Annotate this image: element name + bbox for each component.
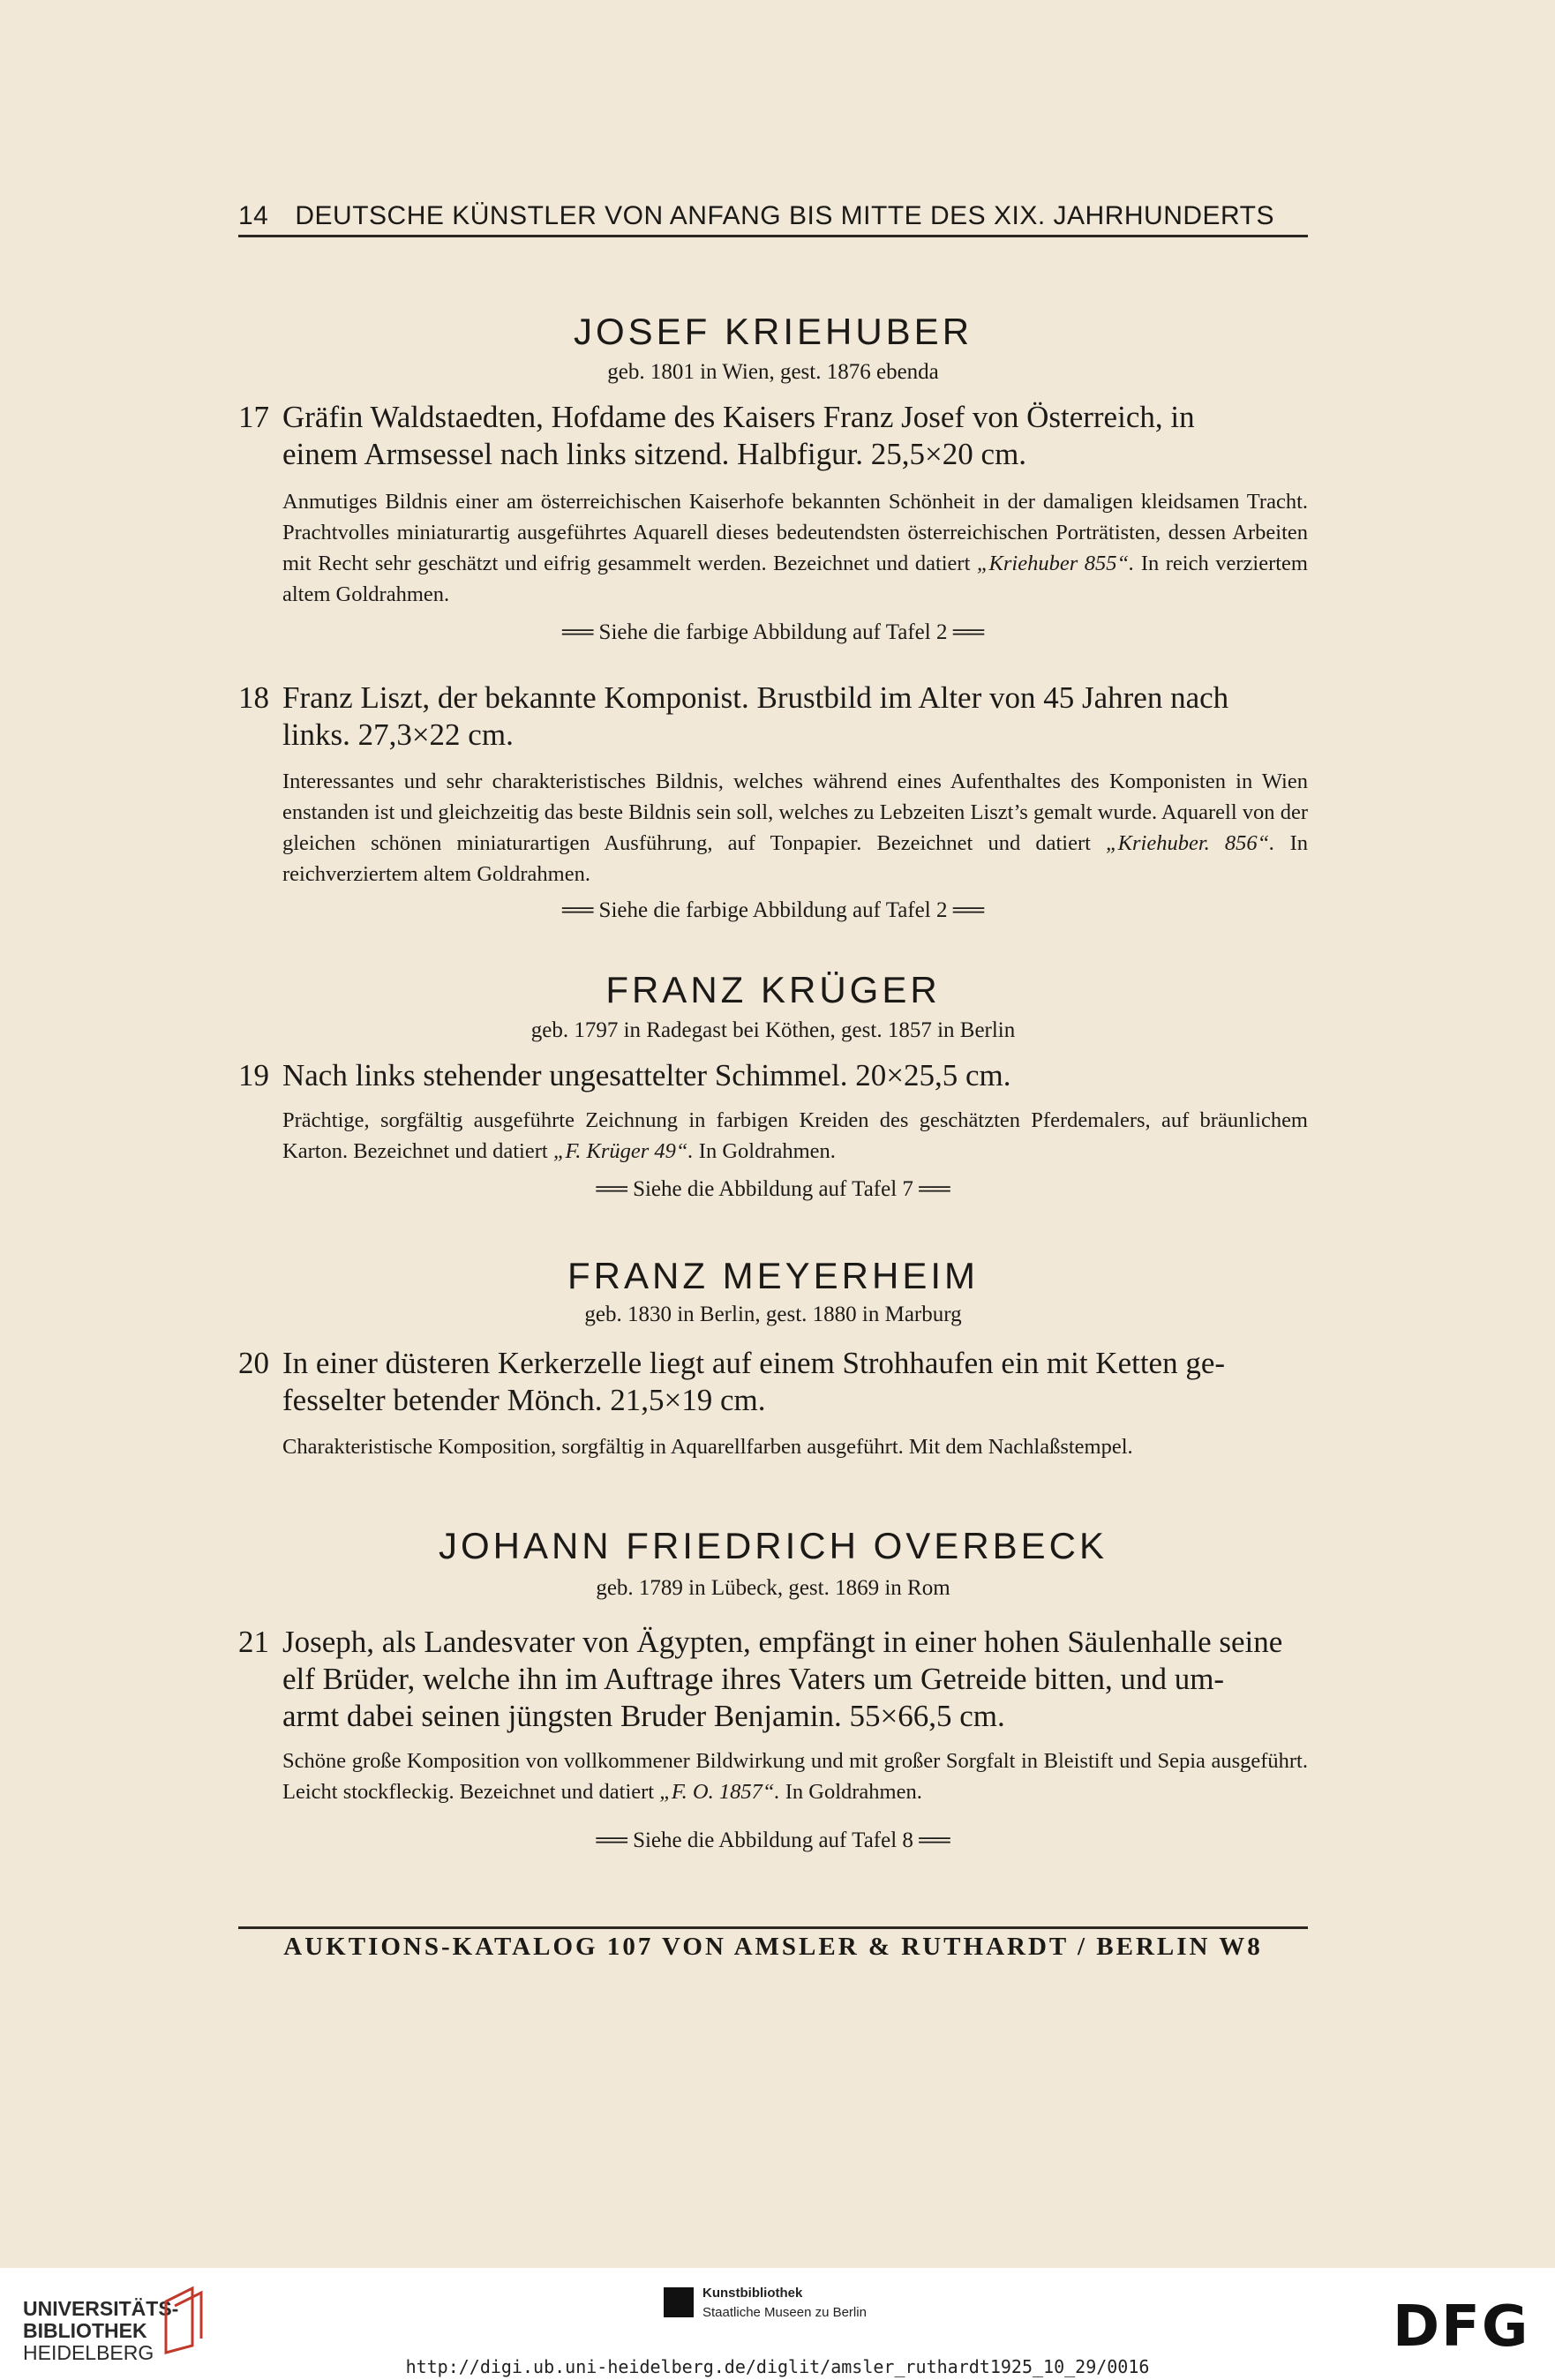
artist-life-dates: geb. 1797 in Radegast bei Köthen, gest. 1857 in Berlin	[530, 1018, 1016, 1042]
catalog-entry-title: 18 Franz Liszt, der bekannte Komponist. Brustbild im Alter von 45 Jahren nach links. 27,3×22 cm.	[238, 680, 1229, 752]
entry-description: Charakteristische Komposition, sorgfältig in Aquarellfarben ausgeführt. Mit dem Nachlaßstempel.	[282, 1435, 1133, 1459]
dfg-logo[interactable]: DFG	[1393, 2294, 1530, 2360]
catalog-entry-title: 17 Gräfin Waldstaedten, Hofdame des Kaisers Franz Josef von Österreich, in einem Armsessel nach links sitzend. Halbfigur. 25,5×20 cm.	[238, 400, 1195, 471]
header-title: DEUTSCHE KÜNSTLER VON ANFANG BIS MITTE DES XIX. JAHRHUNDERTS	[295, 201, 1274, 230]
entry-description: Interessantes und sehr charakteristisches Bildnis, welches während eines Aufenthaltes des Komponisten in Wien enstanden ist und gleichzeitig das beste Bildnis sein soll, welches zu Lebzeiten Liszt’s gemalt wurde. Aquarell von der gleichen schönen miniaturartigen Ausführung, auf Tonpapier. Bezeichnet und datiert „Kriehuber. 856“. In reichverziertem altem Goldrahmen.	[282, 770, 1308, 886]
artist-heading: JOHANN FRIEDRICH OVERBECK	[438, 1525, 1108, 1566]
entry-number: 18	[238, 680, 269, 715]
catalog-entry-title: 21 Joseph, als Landesvater von Ägypten, empfängt in einer hohen Säulenhalle seine elf Brüder, welche ihn im Auftrage ihres Vaters um Getreide bitten, und um- armt dabei seinen jüngsten Bruder Benjamin. 55×66,5 cm.	[238, 1625, 1283, 1733]
artist-heading: FRANZ MEYERHEIM	[567, 1255, 979, 1296]
artist-heading: JOSEF KRIEHUBER	[573, 311, 973, 352]
entry-number: 19	[238, 1058, 269, 1092]
digitization-bar	[0, 2268, 1555, 2380]
footer-rule	[238, 1926, 1308, 1929]
artist-life-dates: geb. 1801 in Wien, gest. 1876 ebenda	[607, 360, 939, 384]
entry-number: 20	[238, 1346, 269, 1380]
artist-life-dates: geb. 1830 in Berlin, gest. 1880 in Marburg	[584, 1303, 962, 1326]
page-number: 14	[238, 201, 269, 230]
ub-heidelberg-label[interactable]: UNIVERSITÄTS- BIBLIOTHEK HEIDELBERG	[23, 2297, 179, 2364]
entry-number: 17	[238, 400, 269, 434]
artist-heading: FRANZ KRÜGER	[605, 969, 941, 1010]
catalog-entry-title: 19 Nach links stehender ungesattelter Schimmel. 20×25,5 cm.	[238, 1058, 1011, 1092]
running-header	[238, 201, 1308, 237]
entry-description: Anmutiges Bildnis einer am österreichischen Kaiserhofe bekannten Schönheit in der damaligen kleidsamen Tracht. Prachtvolles miniaturartig ausgeführtes Aquarell dieses bedeutendsten österreichischen Porträtisten, dessen Arbeiten mit Recht sehr geschätzt und eifrig gesammelt werden. Bezeichnet und datiert „Kriehuber 855“. In reich verziertem altem Goldrahmen.	[282, 490, 1308, 606]
plate-reference: ══ Siehe die Abbildung auf Tafel 8 ══	[596, 1828, 950, 1852]
plate-reference: ══ Siehe die farbige Abbildung auf Tafel 2 ══	[561, 898, 985, 922]
entry-description: Schöne große Komposition von vollkommener Bildwirkung und mit großer Sorgfalt in Bleistift und Sepia ausgeführt. Leicht stockfleckig. Bezeichnet und datiert „F. O. 1857“. In Goldrahmen.	[282, 1749, 1308, 1804]
ub-heidelberg-logo-icon	[157, 2284, 210, 2354]
entry-number: 21	[238, 1625, 269, 1659]
artist-life-dates: geb. 1789 in Lübeck, gest. 1869 in Rom	[596, 1576, 950, 1600]
plate-reference: ══ Siehe die farbige Abbildung auf Tafel 2 ══	[561, 620, 985, 644]
entry-description: Prächtige, sorgfältig ausgeführte Zeichnung in farbigen Kreiden des geschätzten Pferdemalers, auf bräunlichem Karton. Bezeichnet und datiert „F. Krüger 49“. In Goldrahmen.	[282, 1108, 1308, 1163]
kunstbibliothek-label[interactable]: Kunstbibliothek Staatliche Museen zu Berlin	[702, 2286, 867, 2320]
kunstbibliothek-logo-icon	[664, 2287, 694, 2317]
catalog-entry-title: 20 In einer düsteren Kerkerzelle liegt auf einem Strohhaufen ein mit Ketten ge- fesselter betender Mönch. 21,5×19 cm.	[238, 1346, 1226, 1417]
plate-reference: ══ Siehe die Abbildung auf Tafel 7 ══	[596, 1177, 950, 1201]
catalog-footer: AUKTIONS-KATALOG 107 VON AMSLER & RUTHARDT / BERLIN W8	[283, 1933, 1263, 1961]
source-url[interactable]: http://digi.ub.uni-heidelberg.de/diglit/amsler_ruthardt1925_10_29/0016	[405, 2356, 1150, 2377]
